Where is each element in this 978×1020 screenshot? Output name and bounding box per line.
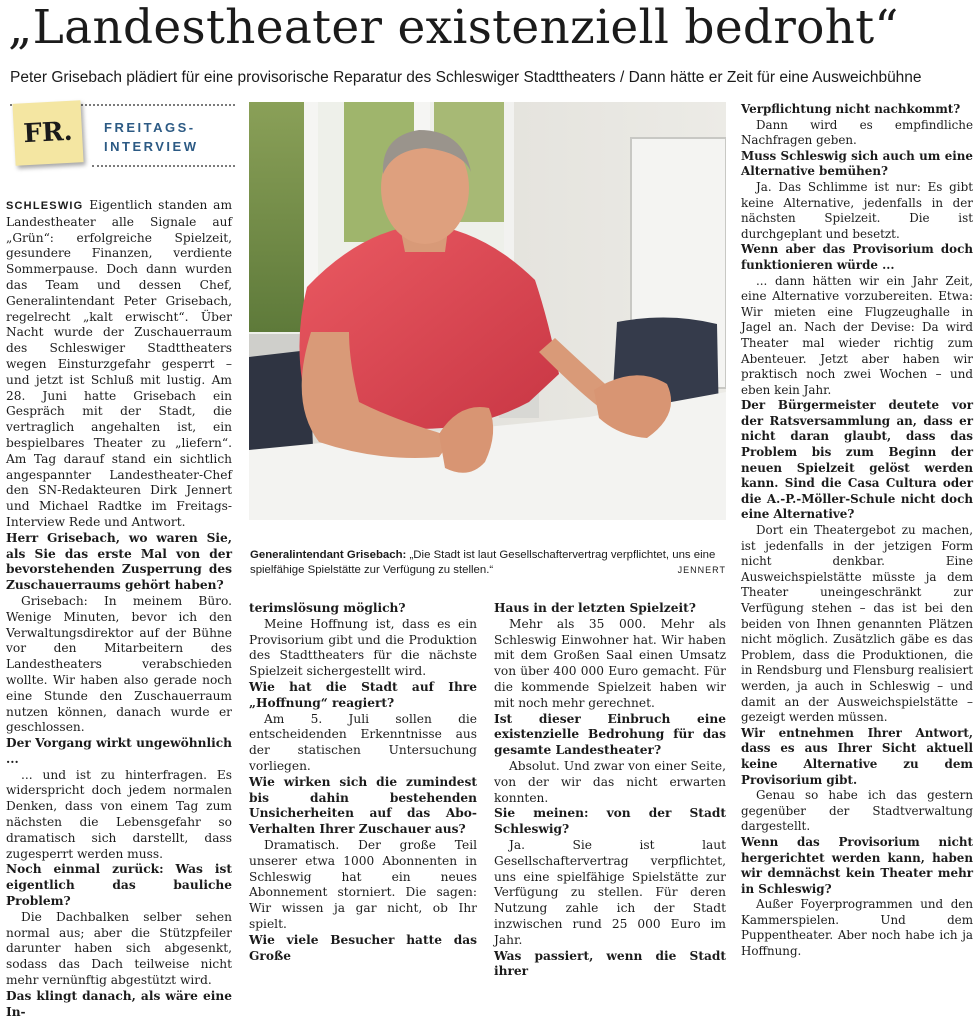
interview-line-1: FREITAGS- (104, 120, 196, 135)
question: Wie hat die Stadt auf Ihre „Hoffnung“ reagiert? (249, 679, 477, 710)
dateline: SCHLESWIG (6, 200, 84, 212)
question: Wenn aber das Provisorium doch funktionieren würde ... (741, 242, 973, 272)
answer: ... dann hätten wir ein Jahr Zeit, eine Alternative vorzubereiten. Etwa: Wir mieten eine Flugzeughalle in Jagel an. Nach der Devise: Da wird Theater mal wieder richtig zum Abenteuer. Jetzt aber haben wir praktisch noch zwei Wochen – und eben kein Jahr. (741, 273, 973, 397)
answer: Dort ein Theatergebot zu machen, ist jedenfalls in der jetzigen Form nicht denkbar. Eine Ausweichspielstätte müsste ja dem Theater uneingeschränkt zur Verfügung stehen – das ist bei den beiden von Ihnen genannten Plätzen nicht möglich. Zusätzlich gäbe es das Problem, dass die Produktionen, die in Rendsburg und Flensburg realisiert werden, ja auch in Schleswig – und damit an der Ausweichspielstätte – gezeigt werden müssen. (741, 523, 973, 725)
photo-illustration (249, 102, 726, 520)
lead-text: Eigentlich standen am Landestheater alle Signale auf „Grün“: erfolgreiche Spielzeit, gesundere Finanzen, verdiente Sommerpause. Doch dann wurden das Team und dessen Chef, Generalintendant Peter Grisebach, regelrecht „kalt erwischt“. Über Nacht wurde der Zuschauerraum des Schleswiger Stadttheaters wegen Einsturzgefahr gesperrt – und jetzt ist Schluß mit lustig. Am 28. Juni hatte Grisebach ein Gespräch mit der Stadt, die vertraglich angehalten ist, ein bespielbares Theater zu „liefern“. Am Tag darauf stand ein sichtlich angespannter Landestheater-Chef den SN-Redakteuren Dirk Jennert und Michael Radtke im Freitags-Interview Rede und Antwort. (6, 198, 233, 529)
question: Wie viele Besucher hatte das Große (249, 932, 477, 963)
question: Noch einmal zurück: Was ist eigentlich das bauliche Problem? (6, 862, 232, 909)
answer: Ja. Das Schlimme ist nur: Es gibt keine Alternative, jedenfalls in der nächsten Spielzeit. Die ist durchgeplant und besetzt. (741, 179, 973, 241)
interview-line-2: INTERVIEW (104, 139, 199, 154)
answer: Am 5. Juli sollen die entscheidenden Erkenntnisse aus der statischen Untersuchung vorliegen. (249, 711, 477, 773)
article-column-4 (741, 102, 973, 960)
interview-photo (249, 102, 726, 520)
caption-speaker: Generalintendant Grisebach: (250, 549, 407, 561)
question: Wenn das Provisorium nicht hergerichtet werden kann, haben wir demnächst kein Theater mehr in Schleswig? (741, 834, 973, 896)
question: terimslösung möglich? (249, 601, 406, 615)
question: Muss Schleswig sich auch um eine Alternative bemühen? (741, 148, 973, 179)
answer: Dann wird es empfindliche Nachfragen geben. (741, 117, 973, 148)
question: Sie meinen: von der Stadt Schleswig? (494, 806, 726, 837)
question: Das klingt danach, als wäre eine In- (6, 988, 232, 1019)
article-column-1 (6, 198, 232, 1020)
answer: Ja. Sie ist laut Gesellschaftervertrag verpflichtet, uns eine spielfähige Spielstätte zur Verfügung zu stellen. Für deren Nutzung zahle ich der Stadt inzwischen rund 25 000 Euro im Jahr. (494, 837, 726, 947)
headline: „Landestheater existenziell bedroht“ (8, 0, 899, 55)
question: Was passiert, wenn die Stadt ihrer (494, 948, 726, 979)
fr-sticky-note (12, 100, 83, 165)
question: Herr Grisebach, wo waren Sie, als Sie das erste Mal von der bevorstehenden Zusperrung des Zuschauerraums gehört haben? (6, 530, 232, 593)
question: Der Vorgang wirkt ungewöhnlich ... (6, 736, 232, 766)
article-column-2 (249, 601, 477, 964)
answer: ... und ist zu hinterfragen. Es widerspricht doch jedem normalen Denken, dass von einem Tag zum nächsten die Lebensgefahr so dramatisch sich darstellt, dass zugesperrt werden muss. (6, 767, 232, 861)
question: Verpflichtung nicht nachkommt? (741, 102, 961, 116)
question: Der Bürgermeister deutete vor der Ratsversammlung an, dass er nicht daran glaubt, dass das Problem bis zum Beginn der neuen Spielzeit gelöst werden kann. Sind die Casa Cultura oder die A.-P.-Möller-Schule nicht doch eine Alternative? (741, 398, 973, 522)
answer: Außer Foyerprogrammen und den Kammerspielen. Und dem Puppentheater. Aber noch habe ich ja Hoffnung. (741, 897, 973, 959)
answer: Mehr als 35 000. Mehr als Schleswig Einwohner hat. Wir haben mit dem Großen Saal einen Umsatz von über 400 000 Euro gemacht. Für die kommende Spielzeit haben wir mit noch mehr gerechnet. (494, 616, 726, 710)
question: Ist dieser Einbruch eine existenzielle Bedrohung für das gesamte Landestheater? (494, 711, 726, 758)
answer: Absolut. Und zwar von einer Seite, von der wir das nicht erwarten konnten. (494, 758, 726, 805)
answer: Meine Hoffnung ist, dass es ein Provisorium gibt und die Produktion des Stadttheaters für die nächste Spielzeit sichergestellt wird. (249, 616, 477, 679)
question: Wir entnehmen Ihrer Antwort, dass es aus Ihrer Sicht aktuell keine Alternative zu dem Provisorium gibt. (741, 725, 973, 787)
photo-caption (250, 548, 726, 577)
answer: Genau so habe ich das gestern gegenüber der Stadtverwaltung dargestellt. (741, 788, 973, 834)
answer: Die Dachbalken selber sehen normal aus; aber die Stützpfeiler darunter haben sich abgesenkt, sodass das Dach teilweise nicht mehr vernünftig abgestützt wird. (6, 909, 232, 988)
photo-credit: JENNERT (677, 565, 726, 575)
question: Haus in der letzten Spielzeit? (494, 601, 696, 615)
freitags-interview-label (104, 118, 234, 156)
fr-label: FR. (22, 116, 74, 150)
question: Wie wirken sich die zumindest bis dahin bestehenden Unsicherheiten auf das Abo-Verhalten Ihrer Zuschauer aus? (249, 774, 477, 837)
answer: Dramatisch. Der große Teil unserer etwa 1000 Abonnenten in Schleswig hat ein neues Abonnement storniert. Die sagen: Wir wissen ja gar nicht, ob Ihr spielt. (249, 837, 477, 931)
lead-paragraph (6, 198, 232, 531)
answer: Grisebach: In meinem Büro. Wenige Minuten, bevor ich den Verwaltungsdirektor auf der Bühne vor den Mitarbeitern des Landestheaters verabschieden wollte. Wir haben also gerade noch eine Stunde den Zuschauerraum nutzen können, danach wurde er geschlossen. (6, 593, 232, 735)
subheadline: Peter Grisebach plädiert für eine provisorische Reparatur des Schleswiger Stadttheaters / Dann hätte er Zeit für eine Ausweichbühne (10, 69, 922, 86)
article-column-3 (494, 601, 726, 980)
caption-text: „Die Stadt ist laut Gesellschaftervertrag verpflichtet, uns eine spielfähige Spielstätte zur Verfügung zu stellen.“ (250, 549, 716, 576)
badge-bottom-rule (92, 165, 235, 167)
